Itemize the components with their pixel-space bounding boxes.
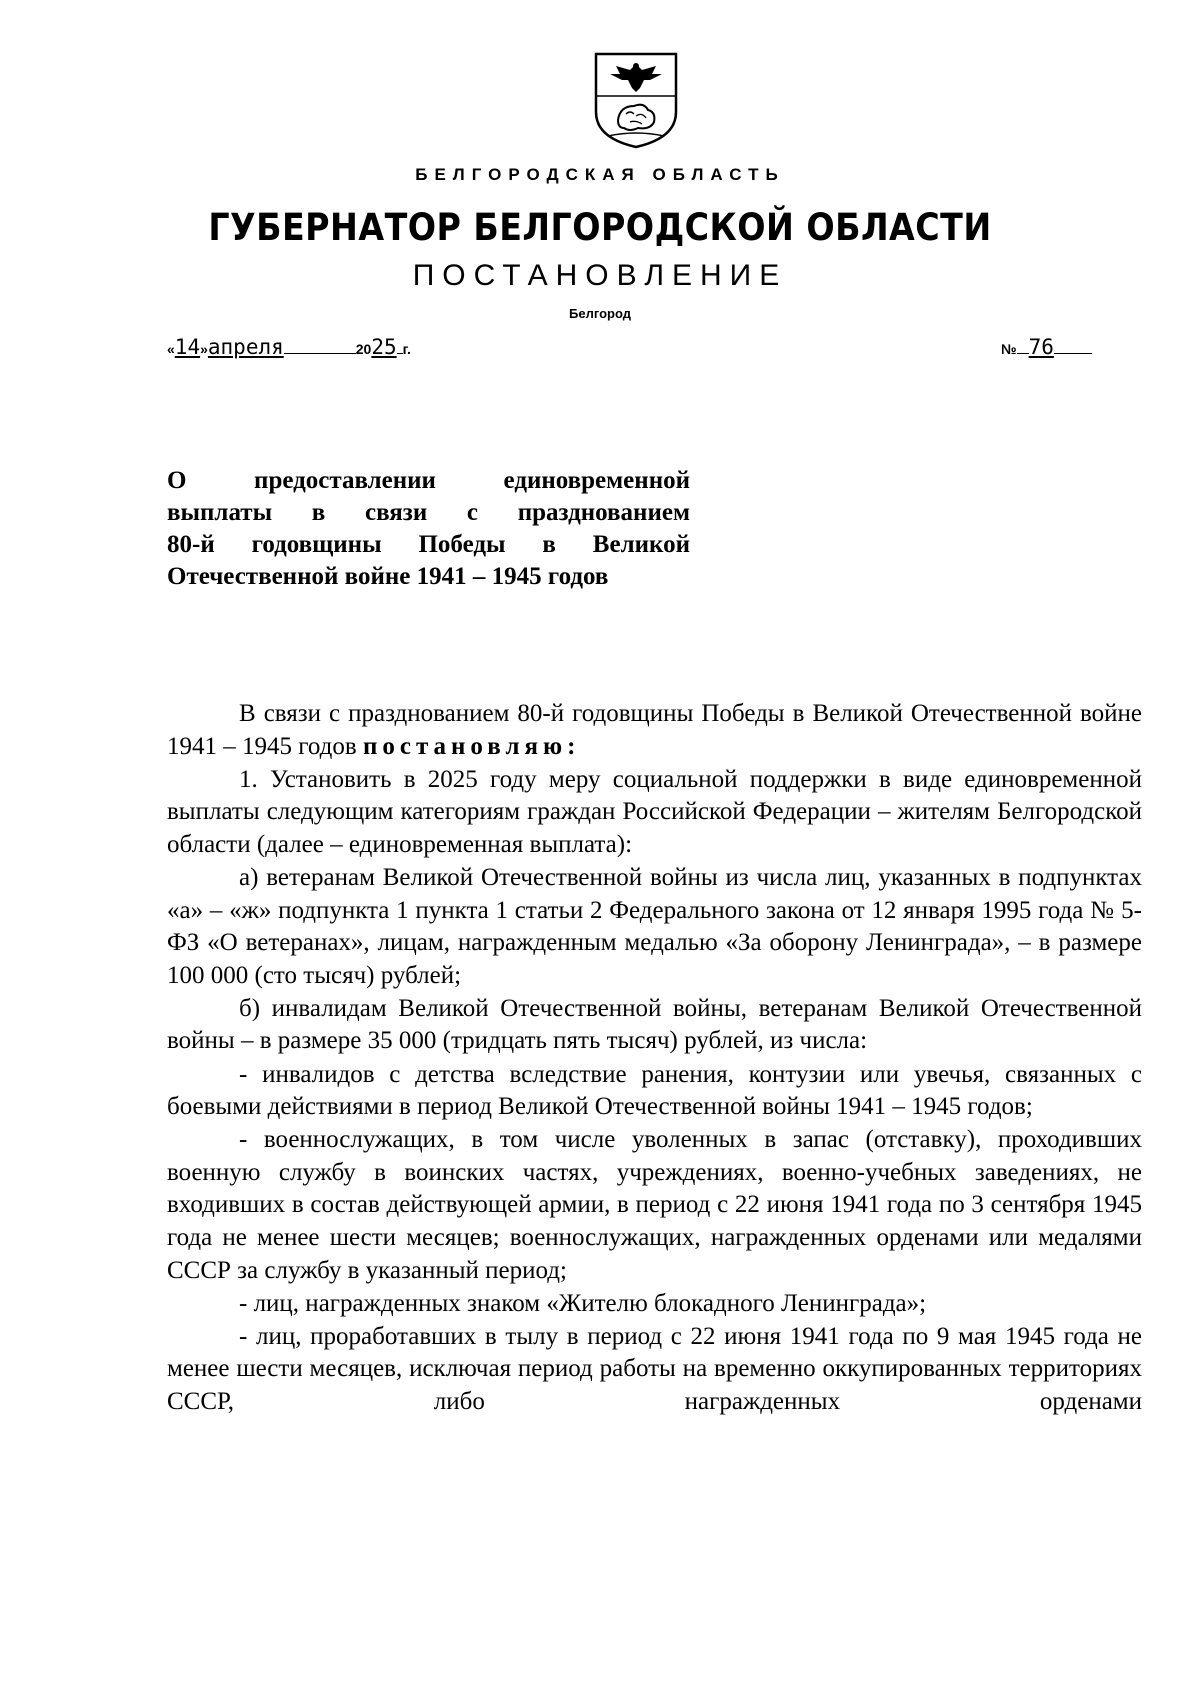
date-day: 14 bbox=[174, 335, 201, 359]
document-title bbox=[167, 465, 690, 593]
number-label: № bbox=[1001, 341, 1017, 357]
intro-text: В связи с празднованием 80-й годовщины Победы в Великой Отечественной войне 1941 – 1945 годов bbox=[167, 700, 1142, 760]
date-year-suffix: 25 bbox=[371, 335, 397, 359]
document-body bbox=[167, 698, 1142, 1419]
intro-paragraph bbox=[167, 698, 1142, 763]
list-item-home-front-workers: - лиц, проработавших в тылу в период с 22 июня 1941 года по 9 мая 1945 года не менее шести месяцев, исключая период работы на временно оккупированных территориях СССР, либо награжденных орденами bbox=[167, 1322, 1142, 1415]
date-close-quote: » bbox=[200, 341, 208, 357]
subparagraph-a: а) ветеранам Великой Отечественной войны из числа лиц, указанных в подпунктах «а» – «ж» подпункта 1 пункта 1 статьи 2 Федерального закона от 12 января 1995 года № 5-ФЗ «О ветеранах», лицам, награжденным медалью «За оборону Ленинграда», – в размере 100 000 (сто тысяч) рублей; bbox=[167, 863, 1142, 989]
date-month: апреля bbox=[207, 335, 284, 359]
authority-title: ГУБЕРНАТОР БЕЛГОРОДСКОЙ ОБЛАСТИ bbox=[208, 206, 992, 249]
subparagraph-b: б) инвалидам Великой Отечественной войны, ветеранам Великой Отечественной войны – в размере 35 000 (тридцать пять тысяч) рублей, из числа: bbox=[167, 994, 1142, 1055]
region-name: БЕЛГОРОДСКАЯ ОБЛАСТЬ bbox=[415, 165, 785, 184]
title-line: Отечественной войне 1941 – 1945 годов bbox=[167, 563, 609, 590]
document-type: ПОСТАНОВЛЕНИЕ bbox=[412, 259, 788, 292]
number-value: 76 bbox=[1028, 335, 1054, 359]
document-date bbox=[167, 335, 411, 359]
list-item-disabled-since-childhood: - инвалидов с детства вследствие ранения, контузии или увечья, связанных с боевыми действиями в период Великой Отечественной войны 1941 – 1945 годов; bbox=[167, 1060, 1142, 1121]
date-underline bbox=[284, 339, 356, 354]
title-line: выплаты в связи с празднованием bbox=[167, 499, 690, 526]
number-underline-lead bbox=[1017, 339, 1029, 354]
list-item-blockade-residents: - лиц, награжденных знаком «Жителю блокадного Ленинграда»; bbox=[239, 1289, 927, 1317]
number-underline-tail bbox=[1054, 339, 1092, 354]
date-year-mark: г. bbox=[402, 341, 411, 357]
coat-of-arms-emblem bbox=[590, 50, 682, 150]
date-open-quote: « bbox=[167, 341, 175, 357]
date-year-prefix: 20 bbox=[355, 341, 372, 357]
title-line: 80-й годовщины Победы в Великой bbox=[167, 531, 690, 558]
document-number bbox=[1001, 335, 1092, 359]
decree-word: постановляю: bbox=[362, 732, 581, 760]
paragraph-1: 1. Установить в 2025 году меру социальной поддержки в виде единовременной выплаты следующим категориям граждан Российской Федерации – жителям Белгородской области (далее – единовременная выплата): bbox=[167, 765, 1142, 858]
title-line: О предоставлении единовременной bbox=[167, 467, 690, 494]
list-item-servicemen: - военнослужащих, в том числе уволенных в запас (отставку), проходивших военную службу в воинских частях, учреждениях, военно-учебных заведениях, не входивших в состав действующей армии, в период с 22 июня 1941 года по 3 сентября 1945 года не менее шести месяцев; военнослужащих, награжденных орденами или медалями СССР за службу в указанный период; bbox=[167, 1126, 1142, 1284]
city-name: Белгород bbox=[569, 306, 631, 321]
